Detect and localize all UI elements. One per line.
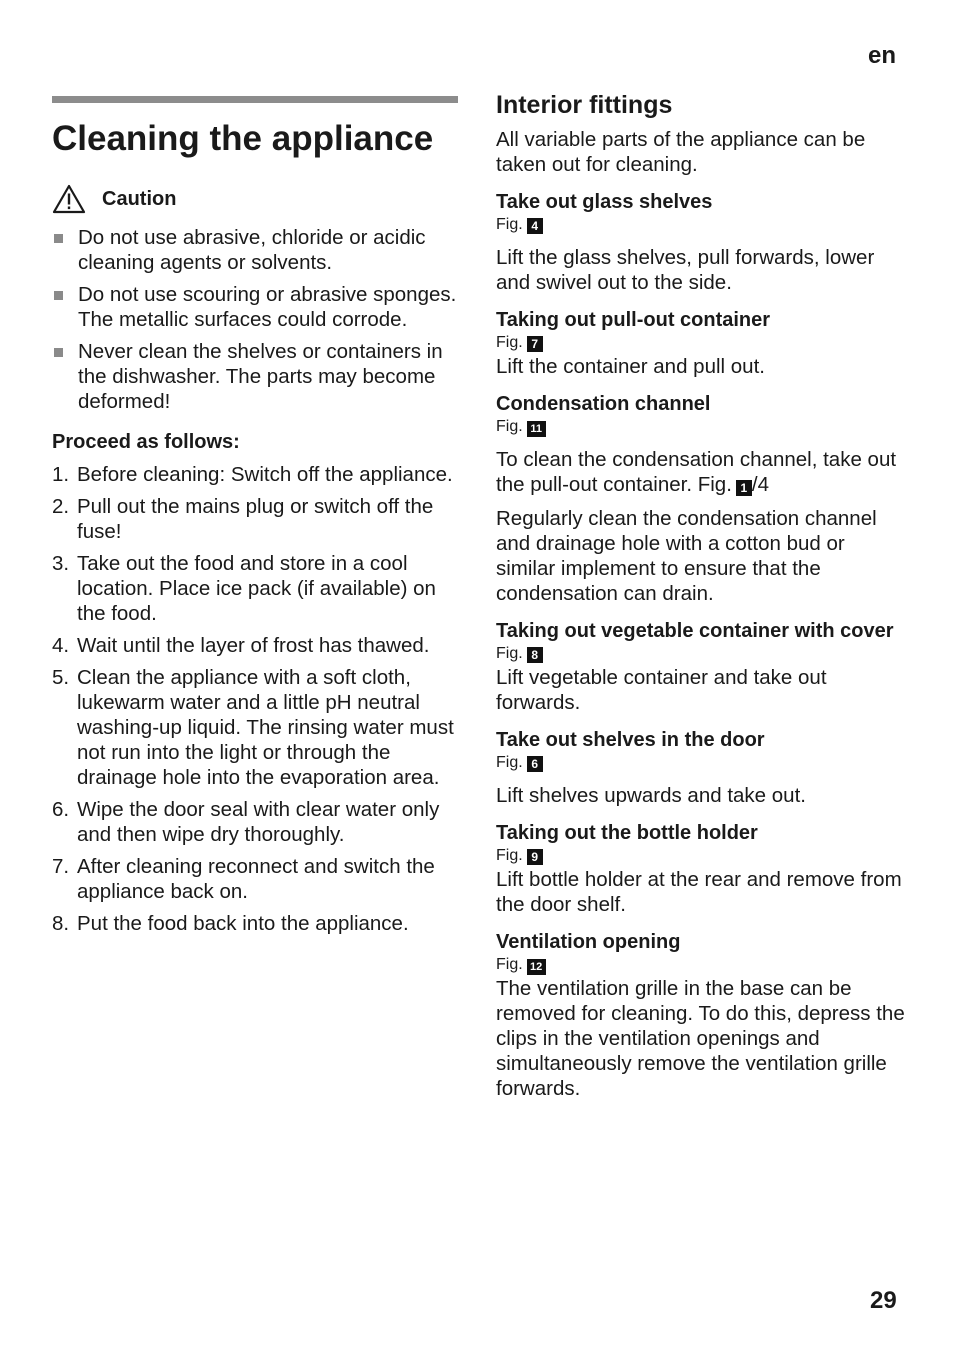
pullout-text: Lift the container and pull out. [496, 355, 765, 378]
bullet-square-icon [54, 291, 63, 300]
right-column [496, 88, 908, 1101]
condensation-text-1: To clean the condensation channel, take out the pull-out container. Fig. 1 /4 [496, 448, 897, 496]
step-item: 7. After cleaning reconnect and switch the appliance back on. [52, 855, 435, 903]
figure-number-badge: 9 [527, 849, 543, 865]
figure-number-badge: 7 [527, 336, 543, 352]
page-number: 29 [870, 1287, 897, 1314]
vegetable-heading: Taking out vegetable container with cover [496, 620, 894, 642]
step-item: 4. Wait until the layer of frost has thawed. [52, 634, 430, 657]
step-item: 6. Wipe the door seal with clear water only and then wipe dry thoroughly. [52, 798, 440, 846]
door-shelves-text: Lift shelves upwards and take out. [496, 784, 806, 807]
step-item: 8. Put the food back into the appliance. [52, 912, 409, 935]
figure-ref: Fig. 4 [496, 213, 908, 236]
vegetable-text: Lift vegetable container and take out forwards. [496, 666, 827, 714]
warning-triangle-icon [52, 184, 86, 214]
list-item: Never clean the shelves or containers in the dishwasher. The parts may become deformed! [52, 339, 462, 414]
bottle-holder-heading: Taking out the bottle holder [496, 822, 758, 844]
figure-ref: Fig. 12 [496, 953, 908, 976]
figure-number-badge: 12 [527, 959, 546, 975]
list-item: Do not use abrasive, chloride or acidic cleaning agents or solvents. [52, 225, 462, 275]
language-tag: en [868, 42, 897, 69]
condensation-heading: Condensation channel [496, 393, 711, 415]
step-item: 3. Take out the food and store in a cool location. Place ice pack (if available) on the food. [52, 552, 436, 625]
figure-ref: Fig. 9 [496, 844, 908, 867]
figure-number-badge: 8 [527, 647, 543, 663]
figure-ref: Fig. 11 [496, 415, 908, 438]
ventilation-text: The ventilation grille in the base can be removed for cleaning. To do this, depress the clips in the ventilation openings and simultaneously remove the ventilation grille forwards. [496, 977, 905, 1100]
glass-shelves-text: Lift the glass shelves, pull forwards, lower and swivel out to the side. [496, 246, 875, 294]
list-item: Do not use scouring or abrasive sponges. The metallic surfaces could corrode. [52, 282, 462, 332]
caution-header [52, 183, 462, 215]
glass-shelves-heading: Take out glass shelves [496, 191, 713, 213]
heading-rule [52, 96, 458, 103]
pullout-heading: Taking out pull-out container [496, 309, 771, 331]
bullet-square-icon [54, 234, 63, 243]
left-column [52, 96, 462, 943]
figure-number-badge: 1 [736, 480, 752, 496]
step-item: 2. Pull out the mains plug or switch off the fuse! [52, 495, 434, 543]
page-title: Cleaning the appliance [52, 119, 434, 158]
intro-text: All variable parts of the appliance can be taken out for cleaning. [496, 128, 866, 176]
bottle-holder-text: Lift bottle holder at the rear and remove from the door shelf. [496, 868, 902, 916]
proceed-heading: Proceed as follows: [52, 431, 240, 453]
figure-number-badge: 6 [527, 756, 543, 772]
step-item: 1. Before cleaning: Switch off the appliance. [52, 463, 453, 486]
caution-label: Caution [102, 188, 177, 210]
figure-number-badge: 11 [527, 421, 546, 437]
figure-ref: Fig. 7 [496, 331, 908, 354]
ventilation-heading: Ventilation opening [496, 931, 681, 953]
figure-ref: Fig. 8 [496, 642, 908, 665]
step-item: 5. Clean the appliance with a soft cloth, lukewarm water and a little pH neutral washing-up liquid. The rinsing water must not run into the light or through the drainage hole into the evaporation area. [52, 666, 454, 789]
bullet-square-icon [54, 348, 63, 357]
door-shelves-heading: Take out shelves in the door [496, 729, 765, 751]
condensation-text-2: Regularly clean the condensation channel and drainage hole with a cotton bud or similar implement to ensure that the condensation can drain. [496, 507, 877, 605]
caution-list [52, 225, 462, 414]
figure-number-badge: 4 [527, 218, 543, 234]
steps-list [52, 462, 462, 936]
section-title: Interior fittings [496, 91, 673, 119]
figure-ref: Fig. 6 [496, 751, 908, 774]
